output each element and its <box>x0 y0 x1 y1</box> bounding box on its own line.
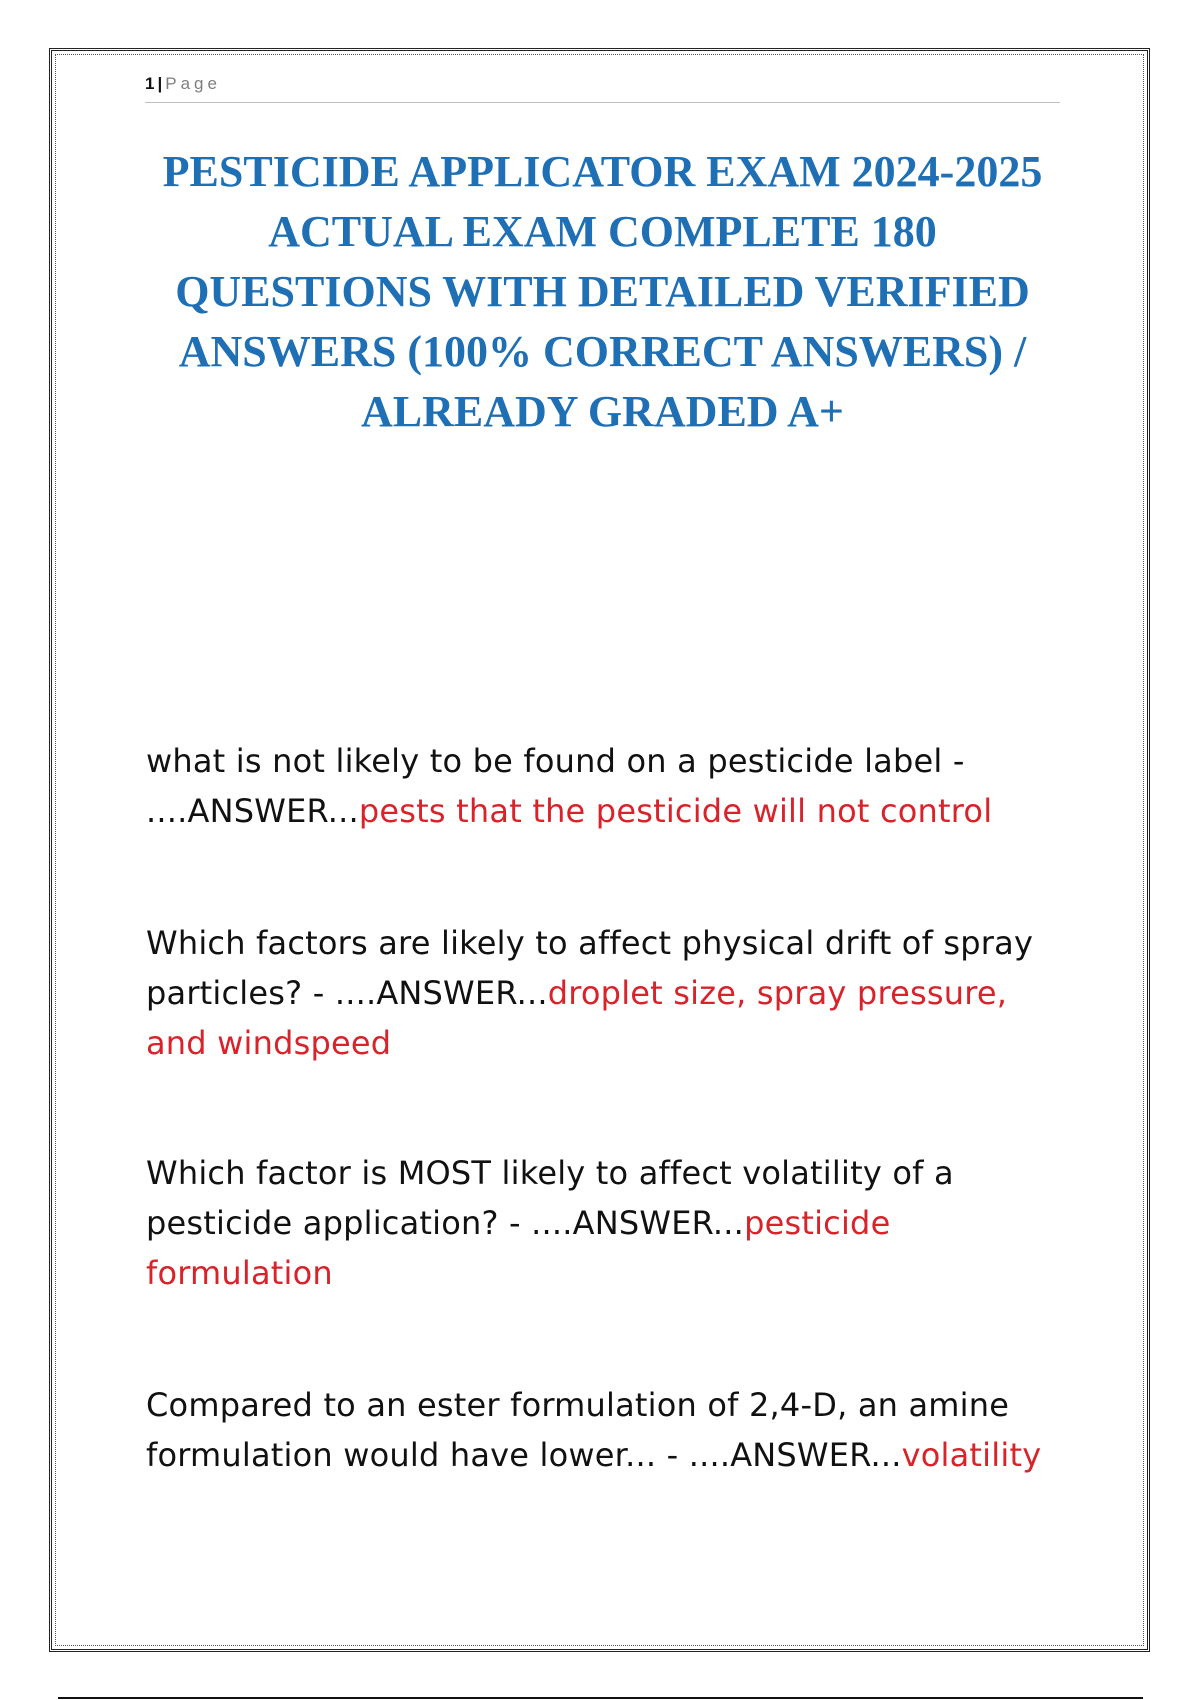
qa-item <box>146 736 1076 836</box>
question-text: Which factor is MOST likely to affect volatility of a pesticide application? - ....ANSWER... <box>146 1154 954 1242</box>
question-text: what is not likely to be found on a pesticide label - ....ANSWER... <box>146 742 965 830</box>
qa-item <box>146 1380 1076 1480</box>
answer-text: droplet size, spray pressure, and windspeed <box>146 974 1008 1062</box>
page-label: Page <box>165 74 221 93</box>
document-title: PESTICIDE APPLICATOR EXAM 2024-2025 ACTUAL EXAM COMPLETE 180 QUESTIONS WITH DETAILED VERIFIED ANSWERS (100% CORRECT ANSWERS) / ALREADY GRADED A+ <box>162 147 1043 436</box>
answer-text: volatility <box>901 1436 1042 1474</box>
qa-item <box>146 918 1076 1068</box>
answer-text: pesticide formulation <box>146 1204 891 1292</box>
page-number-separator: | <box>157 74 163 93</box>
page-bottom-rule <box>58 1697 1143 1699</box>
question-text: Which factors are likely to affect physical drift of spray particles? - ....ANSWER... <box>146 924 1034 1012</box>
page-number: 1 <box>145 74 155 93</box>
question-text: Compared to an ester formulation of 2,4-D, an amine formulation would have lower... - ....ANSWER... <box>146 1386 1010 1474</box>
page-header <box>145 70 1060 103</box>
qa-item <box>146 1148 1076 1298</box>
answer-text: pests that the pesticide will not control <box>358 792 993 830</box>
